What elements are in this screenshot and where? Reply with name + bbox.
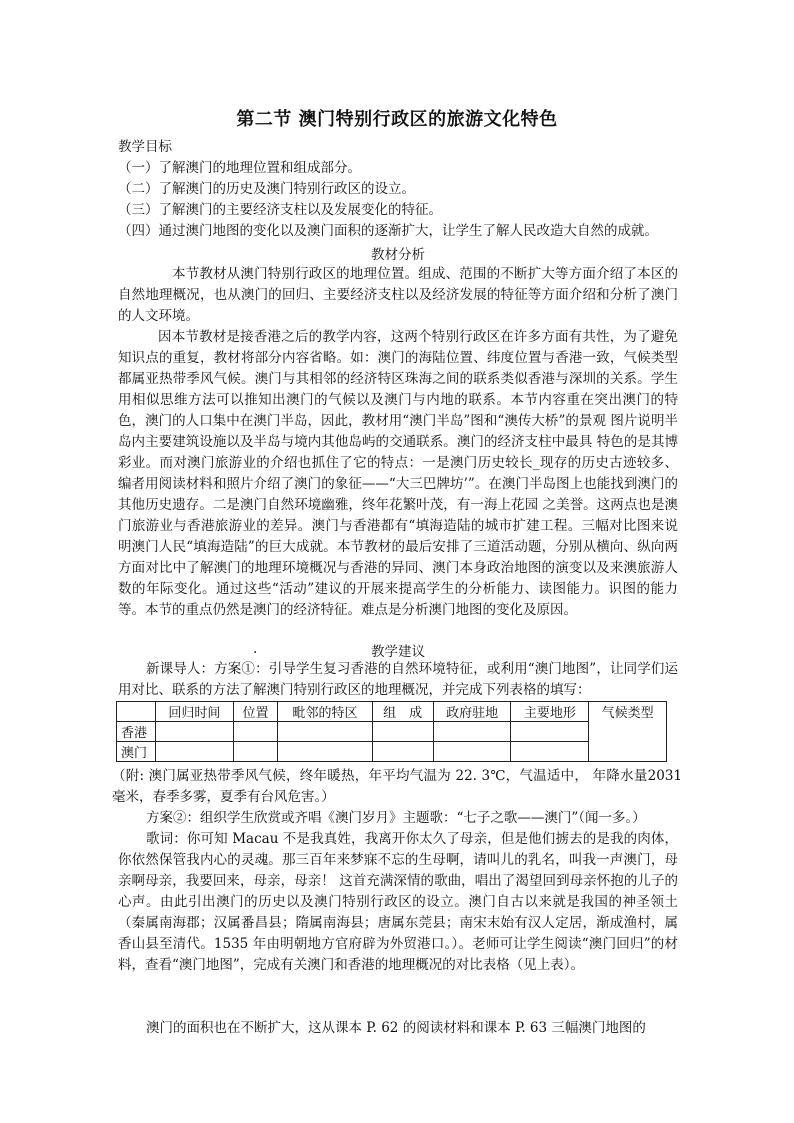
- objectives-heading: 教学目标: [118, 139, 172, 155]
- table-cell: [433, 722, 511, 742]
- table-row-label: 香港: [117, 722, 156, 742]
- table-header-cell: 主要地形: [511, 702, 589, 722]
- table-header-cell: 组 成: [372, 702, 433, 722]
- suggestions-heading: 教学建议: [371, 644, 425, 660]
- table-cell: [233, 722, 278, 742]
- table-cell: [511, 742, 589, 762]
- table-cell: [156, 742, 234, 762]
- table-header-row: [117, 702, 667, 722]
- objective-item: （二）了解澳门的历史及澳门特别行政区的设立。: [118, 181, 415, 197]
- table-cell: [372, 742, 433, 762]
- analysis-paragraph-2: 因本节教材是接香港之后的教学内容，这两个特别行政区在许多方面有共性，为了避免知识点的重复，教材将部分内容省略。如：澳门的海陆位置、纬度位置与香港一致，气候类型都属亚热带季风气候。澳门与其相邻的经济特区珠海之间的联系类似香港与深圳的关系。学生用相似思维方法可以推知出澳门的气候以及澳门与内地的联系。本节内容重在突出澳门的特色，澳门的人口集中在澳门半岛，因此，教材用“澳门半岛”图和“澳传大桥”的景观 图片说明半岛内主要建筑设施以及半岛与境内其他岛屿的交通联系。澳门的经济支柱中最具 特色的是其博彩业。而对澳门旅游业的介绍也抓住了它的特点：一是澳门历史较长_现存的历史古迹较多、编者用阅读材料和照片介绍了澳门的象征——“大三巴牌坊’”。在澳门半岛图上也能找到澳门的其他历史遗存。二是澳门自然环境幽雅，终年花繁叶茂，有一海上花园 之美誉。这两点也是澳门旅游业与香港旅游业的差异。澳门与香港都有“填海造陆的城市扩建工程。三幅对比图来说明澳门人民“填海造陆”的巨大成就。本节教材的最后安排了三道活动题，分别从横向、纵向两方面对比中了解澳门的地理环境概况与香港的异同、澳门本身政治地图的演变以及来澳旅游人数的年际变化。通过这些“活动”建议的开展来提高学生的分析能力、读图能力。识图的能力等。本节的重点仍然是澳门的经济特征。难点是分析澳门地图的变化及原因。: [118, 329, 678, 618]
- table-row-label: 澳门: [117, 742, 156, 762]
- objective-item: （一）了解澳门的地理位置和组成部分。: [118, 160, 361, 176]
- area-paragraph: 澳门的面积也在不断扩大，这从课本 P. 62 的阅读材料和课本 P. 63 三幅澳门地图的: [146, 1020, 646, 1036]
- objective-item: （四）通过澳门地图的变化以及澳门面积的逐渐扩大，让学生了解人民改造大自然的成就。: [118, 223, 658, 239]
- table-header-cell: [117, 702, 156, 722]
- climate-note: （附: 澳门属亚热带季风气候，终年暖热，年平均气温为 22. 3℃，气温适中， 年降水量2031毫米，春季多雾，夏季有台风危害。）: [112, 768, 682, 805]
- table-row: [117, 722, 667, 742]
- table-cell: [278, 742, 372, 762]
- section-mark: ·: [253, 645, 258, 661]
- comparison-table: [116, 701, 667, 762]
- table-header-cell: 回归时间: [156, 702, 234, 722]
- table-cell: [233, 742, 278, 762]
- table-row: [117, 742, 667, 762]
- table-cell: [278, 722, 372, 742]
- plan-2: 方案②：组织学生欣赏或齐唱《澳门岁月》主题歌：“七子之歌——澳门”（闻一多。）: [146, 810, 646, 826]
- page-title: 第二节 澳门特别行政区的旅游文化特色: [236, 109, 558, 130]
- analysis-heading: 教材分析: [371, 247, 425, 263]
- objective-item: （三）了解澳门的主要经济支柱以及发展变化的特征。: [118, 202, 442, 218]
- table-cell: [156, 722, 234, 742]
- table-header-cell: 位置: [233, 702, 278, 722]
- lyrics-paragraph: 歌词：你可知 Macau 不是我真姓，我离开你太久了母亲，但是他们掳去的是我的肉体，你依然保管我内心的灵魂。那三百年来梦寐不忘的生母啊，请叫儿的乳名，叫我一声澳门，母亲啊母亲，我要回来，母亲，母亲！ 这首充满深情的歌曲，唱出了渴望回到母亲怀抱的儿子的心声。由此引出澳门的历史以及澳门特别行政区的设立。澳门自古以来就是我国的神圣领土（秦属南海郡；汉属番昌县；隋属南海县；唐属东莞县；南宋末始有汉人定居，渐成渔村，属香山县至清代。1535 年由明朝地方官府辟为外贸港口。）。老师可让学生阅读“澳门回归”的材料，查看“澳门地图”，完成有关澳门和香港的地理概况的对比表格（见上表）。: [118, 831, 678, 973]
- table-cell: [372, 722, 433, 742]
- table-header-cell: 毗邻的特区: [278, 702, 372, 722]
- table-cell: [433, 742, 511, 762]
- table-header-cell: 政府驻地: [433, 702, 511, 722]
- analysis-paragraph-1: 本节教材从澳门特别行政区的地理位置。组成、范围的不断扩大等方面介绍了本区的自然地理概况，也从澳门的回归、主要经济支柱以及经济发展的特征等方面介绍和分析了澳门的人文环境。: [118, 266, 678, 324]
- table-header-cell: 气候类型: [589, 702, 667, 762]
- table-cell: [511, 722, 589, 742]
- intro-paragraph: 新课导人：方案①：引导学生复习香港的自然环境特征，或利用“澳门地图”，让同学们运用对比、联系的方法了解澳门特别行政区的地理概况，并完成下列表格的填写：: [118, 661, 678, 698]
